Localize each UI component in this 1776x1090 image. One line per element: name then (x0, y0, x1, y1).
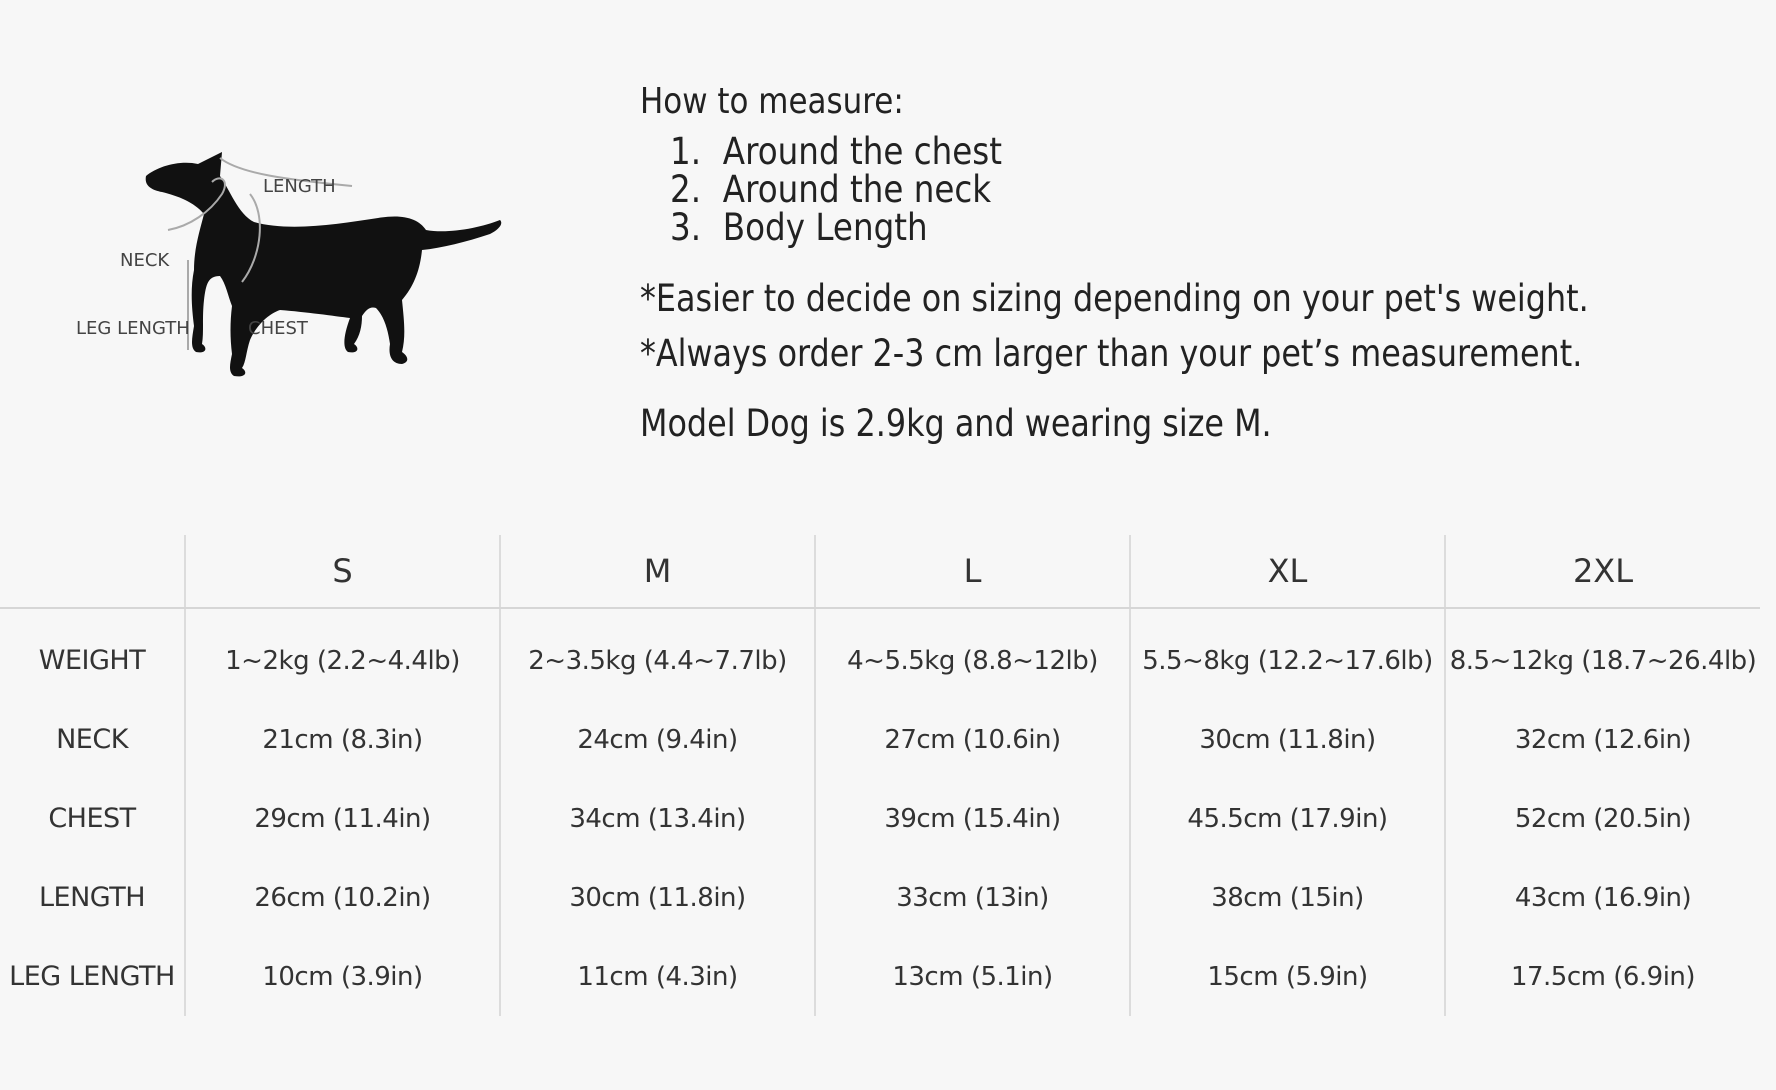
table-cell: 43cm (16.9in) (1445, 858, 1760, 937)
size-header-cell: S (185, 535, 500, 608)
model-dog-note: Model Dog is 2.9kg and wearing size M. (640, 401, 1272, 445)
table-cell: 8.5~12kg (18.7~26.4lb) (1445, 608, 1760, 700)
size-header-cell: 2XL (1445, 535, 1760, 608)
size-header-cell: L (815, 535, 1130, 608)
table-cell: 13cm (5.1in) (815, 937, 1130, 1016)
table-cell: 30cm (11.8in) (500, 858, 815, 937)
how-to-measure-title: How to measure: (640, 81, 904, 122)
step-number: 1. (670, 130, 702, 174)
list-item (670, 168, 1612, 212)
table-cell: 32cm (12.6in) (1445, 700, 1760, 779)
row-label-cell: LEG LENGTH (9, 961, 175, 992)
table-cell: 52cm (20.5in) (1445, 779, 1760, 858)
row-label-cell: NECK (56, 724, 128, 755)
table-cell: 21cm (8.3in) (185, 700, 500, 779)
table-cell: 45.5cm (17.9in) (1130, 779, 1445, 858)
table-cell: 11cm (4.3in) (500, 937, 815, 1016)
dog-measurement-figure (70, 130, 530, 430)
table-cell: 39cm (15.4in) (815, 779, 1130, 858)
figure-label-chest: CHEST (248, 318, 308, 339)
figure-label-leg-length: LEG LENGTH (76, 318, 190, 339)
row-label-cell: WEIGHT (38, 645, 146, 676)
table-cell: 2~3.5kg (4.4~7.7lb) (500, 608, 815, 700)
table-cell: 33cm (13in) (815, 858, 1130, 937)
row-label-cell: CHEST (48, 803, 136, 834)
table-cell: 17.5cm (6.9in) (1445, 937, 1760, 1016)
step-text: Around the neck (722, 168, 992, 212)
size-header-cell: XL (1130, 535, 1445, 608)
table-cell: 38cm (15in) (1130, 858, 1445, 937)
figure-label-neck: NECK (120, 250, 170, 271)
sizing-weight-note: *Easier to decide on sizing depending on your pet's weight. (640, 277, 1589, 321)
table-cell: 27cm (10.6in) (815, 700, 1130, 779)
table-cell: 10cm (3.9in) (185, 937, 500, 1016)
figure-label-length: LENGTH (263, 176, 336, 197)
order-larger-note: *Always order 2-3 cm larger than your pet’s measurement. (640, 331, 1583, 375)
table-cell: 30cm (11.8in) (1130, 700, 1445, 779)
table-row (0, 779, 1760, 858)
size-header-cell: M (500, 535, 815, 608)
size-table-body (0, 608, 1760, 1016)
table-row (0, 700, 1760, 779)
list-item (670, 206, 1612, 250)
table-cell: 5.5~8kg (12.2~17.6lb) (1130, 608, 1445, 700)
step-text: Body Length (722, 206, 928, 250)
table-row (0, 937, 1760, 1016)
list-item (670, 130, 1612, 174)
corner-header-cell (0, 535, 185, 608)
table-row (0, 608, 1760, 700)
table-cell: 24cm (9.4in) (500, 700, 815, 779)
row-label-cell: LENGTH (38, 882, 146, 913)
table-header-row (0, 535, 1760, 608)
table-cell: 26cm (10.2in) (185, 858, 500, 937)
table-cell: 15cm (5.9in) (1130, 937, 1445, 1016)
table-cell: 34cm (13.4in) (500, 779, 815, 858)
table-cell: 4~5.5kg (8.8~12lb) (815, 608, 1130, 700)
table-cell: 29cm (11.4in) (185, 779, 500, 858)
measure-steps-list (640, 130, 1740, 250)
table-row (0, 858, 1760, 937)
measurement-instructions (640, 80, 1740, 446)
step-text: Around the chest (722, 130, 1003, 174)
step-number: 2. (670, 168, 702, 212)
table-cell: 1~2kg (2.2~4.4lb) (185, 608, 500, 700)
step-number: 3. (670, 206, 702, 250)
size-chart-table (0, 535, 1760, 1016)
